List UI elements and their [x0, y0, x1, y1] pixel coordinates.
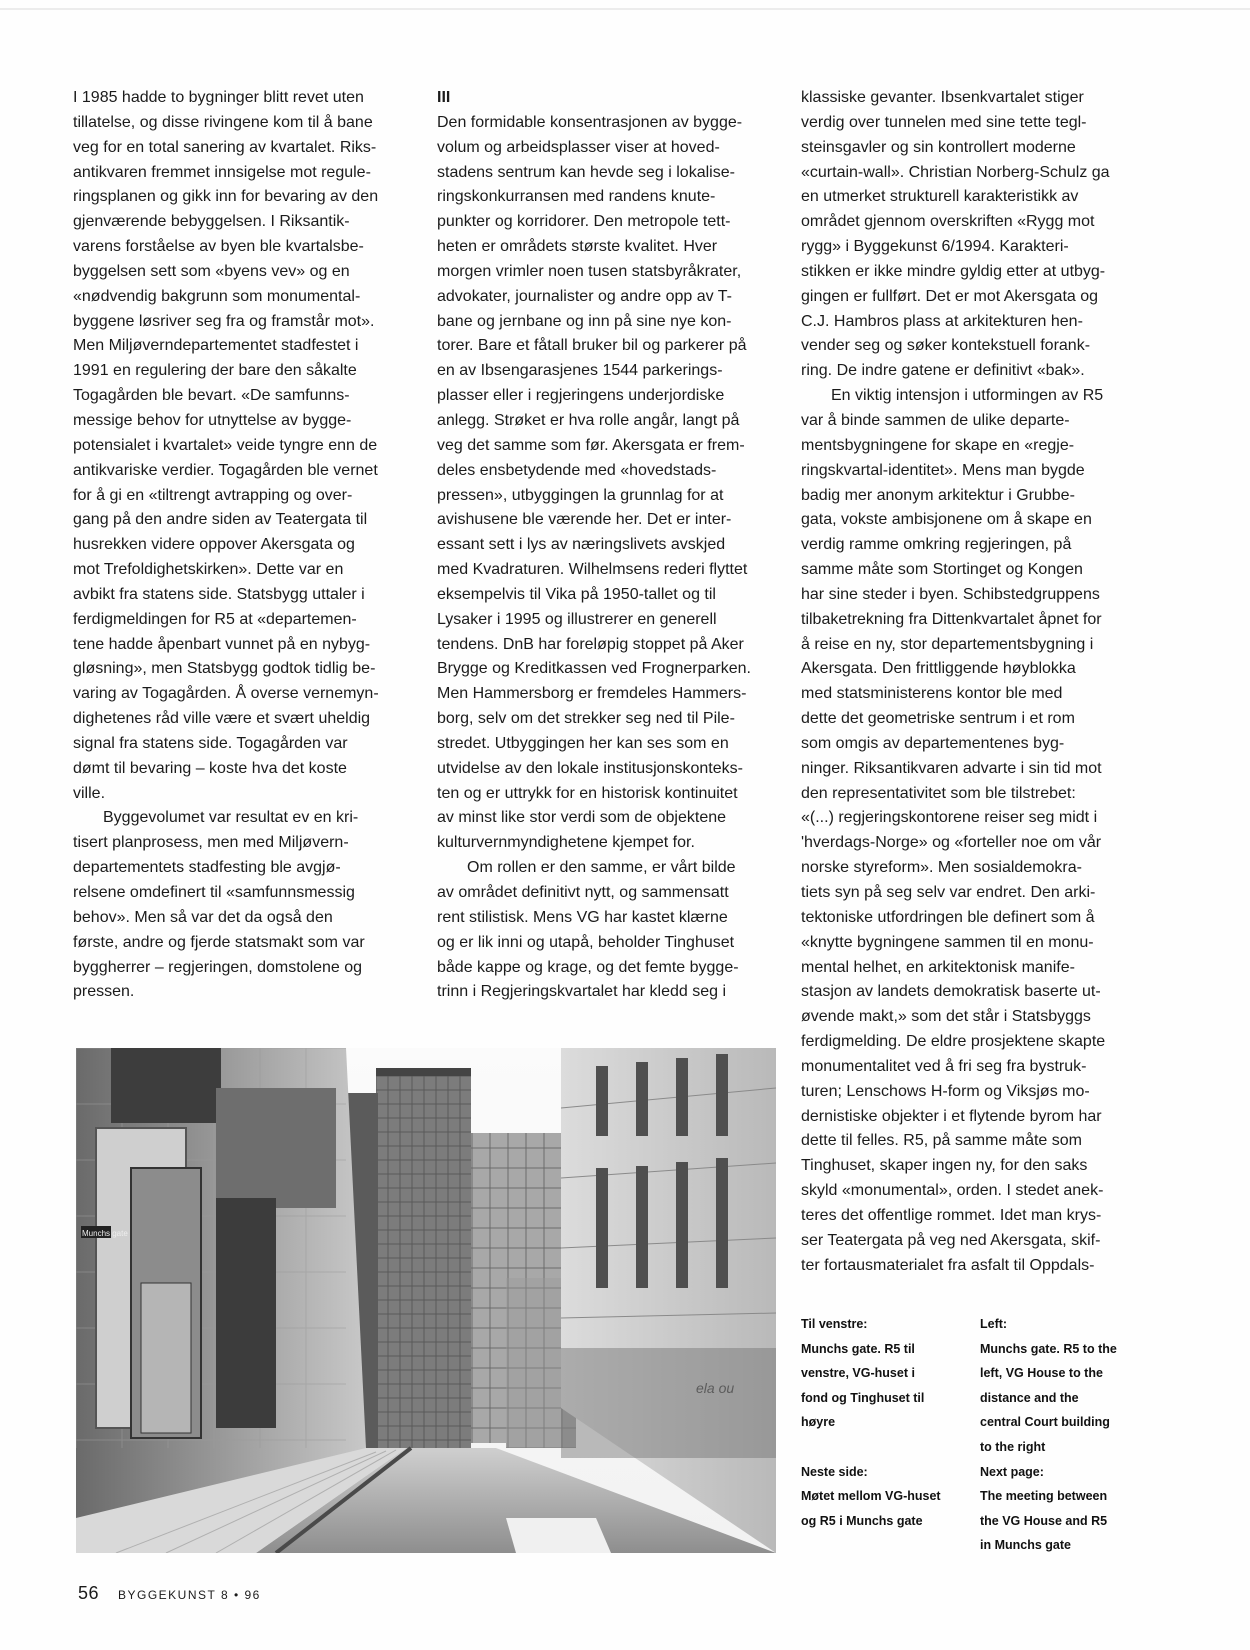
text-line: tektoniske utfordringen ble definert som å [801, 908, 1095, 926]
text-line: dømt til bevaring – koste hva det koste [73, 759, 347, 777]
text-line: av området definitivt nytt, og sammensatt [437, 884, 729, 901]
caption-norwegian [801, 1312, 976, 1533]
text-line: avbikt fra statens side. Statsbygg uttaler i [73, 585, 365, 603]
caption-line: Møtet mellom VG-huset [801, 1489, 941, 1504]
caption-line: fond og Tinghuset til [801, 1390, 925, 1405]
text-line: signal fra statens side. Togagården var [73, 734, 348, 752]
text-line: en utmerket strukturell karakteristikk av [801, 188, 1079, 206]
text-line: ferdigmeldingen for R5 at «departemen- [73, 610, 357, 628]
text-line: anlegg. Strøket er hva rolle angår, langt på [437, 411, 740, 429]
text-line: 'hverdags-Norge» og «forteller noe om vår [801, 834, 1102, 852]
text-line: utvidelse av den lokale institusjonskonteks- [437, 759, 743, 777]
text-line: borg, selv om det strekker seg ned til Pile- [437, 710, 735, 728]
text-line: varens forståelse av byen ble kvartalsbe- [73, 238, 364, 256]
text-line: torer. Bare et fåtall bruker bil og parkerer på [437, 337, 747, 355]
text-column-2 [437, 86, 772, 1005]
text-line: tilbaketrekning fra Dittenkvartalet åpnet for [801, 610, 1102, 628]
text-line: gang på den andre siden av Teatergata til [73, 511, 368, 529]
street-photo [76, 1048, 776, 1553]
text-line: klassiske gevanter. Ibsenkvartalet stiger [801, 89, 1084, 106]
text-line: 1991 en regulering der bare den såkalte [73, 362, 357, 380]
text-line: messige behov for utnyttelse av bygge- [73, 411, 352, 429]
text-line: veg det samme som før. Akersgata er frem- [437, 436, 745, 454]
caption-block [801, 1312, 976, 1435]
caption-block [801, 1460, 976, 1534]
text-line: departementets stadfesting ble avgjø- [73, 859, 341, 877]
text-line: avishusene ble værende her. Det er inter- [437, 511, 732, 529]
text-line: varing av Togagården. Å overse vernemyn- [73, 685, 379, 703]
text-line: veg for en total sanering av kvartalet. Riks- [73, 138, 377, 156]
text-line: området gjennom overskriften «Rygg mot [801, 213, 1095, 231]
text-column-3 [801, 86, 1153, 1279]
paragraph [437, 856, 772, 1005]
text-line: ser Teatergata på veg ned Akersgata, skif- [801, 1231, 1101, 1249]
text-line: ringskvartal-identitet». Mens man bygde [801, 461, 1085, 479]
text-line: ringsplanen og gikk inn for bevaring av den [73, 188, 379, 206]
text-line: Den formidable konsentrasjonen av bygge- [437, 113, 743, 131]
caption-line: in Munchs gate [980, 1538, 1071, 1553]
caption-heading: Next page: [980, 1464, 1044, 1479]
text-line: verdig ramme omkring regjeringen, på [801, 536, 1072, 554]
text-line: C.J. Hambros plass at arkitekturen hen- [801, 312, 1083, 330]
page-number: 56 [78, 1583, 100, 1603]
text-line: «(...) regjeringskontorene reiser seg midt i [801, 809, 1098, 827]
page-footer [78, 1583, 261, 1604]
text-line: verdig over tunnelen med sine tette tegl- [801, 113, 1087, 131]
text-line: for å gi en «tiltrengt avtrapping og over- [73, 486, 353, 504]
text-line: tene hadde åpenbart vunnet på en nybyg- [73, 635, 371, 653]
text-line: gjenværende bebyggelsen. I Riksantik- [73, 213, 350, 231]
text-line: Akersgata. Den frittliggende høyblokka [801, 660, 1076, 678]
text-line: punkter og korridorer. Den metropole tett- [437, 213, 731, 231]
text-line: stredet. Utbyggingen her kan ses som en [437, 734, 729, 752]
text-line: bane og jernbane og inn på sine nye kon- [437, 312, 732, 330]
caption-block [980, 1312, 1170, 1460]
text-line: eksempelvis til Vika på 1950-tallet og til [437, 585, 716, 603]
text-line: gingen er fullført. Det er mot Akersgata og [801, 287, 1099, 305]
text-line: var å binde sammen de ulike departe- [801, 411, 1070, 429]
text-line: rent stilistisk. Mens VG har kastet klærne [437, 908, 728, 926]
paragraph [73, 806, 408, 1005]
text-line: deles ensbetydende med «hovedstads- [437, 461, 717, 479]
caption-heading: Left: [980, 1317, 1008, 1331]
text-line: tillatelse, og disse rivingene kom til å bane [73, 113, 373, 131]
text-line: pressen. [73, 983, 135, 1001]
text-line: dighetenes råd ville være et svært uheldig [73, 710, 371, 728]
text-line: essant sett i lys av næringslivets avskjed [437, 536, 726, 554]
text-line: ville. [73, 784, 106, 802]
text-line: Byggevolumet var resultat ev en kri- [103, 809, 359, 827]
text-line: som omgis av departementenes byg- [801, 734, 1065, 752]
text-line: ter fortausmaterialet fra asfalt til Oppdals- [801, 1256, 1095, 1274]
text-line: byggherrer – regjeringen, domstolene og [73, 958, 363, 976]
text-line: rygg» i Byggekunst 6/1994. Karakteri- [801, 238, 1069, 256]
text-line: morgen vrimler noen tusen statsbyråkrater, [437, 262, 742, 280]
text-line: dernistiske objekter i et flytende byrom har [801, 1107, 1102, 1125]
text-line: Men Miljøverndepartementet stadfestet i [73, 337, 359, 355]
text-line: første, andre og fjerde statsmakt som var [73, 933, 365, 951]
text-line: mental helhet, en arkitektonisk manife- [801, 958, 1075, 976]
text-line: Lysaker i 1995 og illustrerer en generell [437, 610, 717, 628]
text-line: pressen», utbyggingen la grunnlag for at [437, 486, 724, 504]
caption-line: central Court building [980, 1415, 1110, 1430]
text-line: vender seg og søker kontekstuell forank- [801, 337, 1091, 355]
caption-heading: Neste side: [801, 1464, 868, 1479]
text-line: advokater, journalister og andre opp av T- [437, 287, 732, 305]
text-line: ferdigmelding. De eldre prosjektene skapte [801, 1033, 1106, 1051]
text-line: antikvaren fremmet innsigelse mot regule- [73, 163, 371, 181]
text-line: steinsgavler og sin kontrollert moderne [801, 138, 1076, 156]
text-line: dette det geometriske sentrum i et rom [801, 710, 1075, 728]
caption-line: distance and the [980, 1390, 1079, 1405]
text-line: skyld «monumental», orden. I stedet anek- [801, 1182, 1104, 1200]
text-line: behov». Men så var det da også den [73, 908, 333, 926]
text-column-1 [73, 86, 408, 1005]
caption-line: to the right [980, 1439, 1046, 1454]
caption-heading: Til venstre: [801, 1317, 868, 1331]
text-line: øvende makt,» som det står i Statsbyggs [801, 1008, 1091, 1026]
text-line: stikken er ikke mindre gyldig etter at utbyg- [801, 262, 1106, 280]
text-line: monumentalitet ved å fri seg fra bystruk- [801, 1057, 1087, 1075]
text-line: både kappe og krage, og det femte bygge- [437, 958, 739, 976]
text-line: byggene løsriver seg fra og framstår mot». [73, 312, 375, 330]
street-sign-text: Munchs gate [82, 1229, 128, 1238]
text-line: plasser eller i regjeringens underjordiske [437, 387, 725, 405]
caption-line: venstre, VG-huset i [801, 1366, 915, 1381]
text-line: av minst like stor verdi som de objektene [437, 809, 727, 827]
text-line: teres det offentlige rommet. Idet man krys- [801, 1206, 1102, 1224]
text-line: dette til felles. R5, på samme måte som [801, 1132, 1082, 1150]
section-heading: III [437, 89, 451, 106]
caption-line: left, VG House to the [980, 1366, 1103, 1381]
text-line: Tinghuset, skaper ingen ny, for den saks [801, 1157, 1088, 1175]
text-line: gløsning», men Statsbygg godtok tidlig be- [73, 660, 376, 678]
text-line: «knytte bygningene sammen til en monu- [801, 933, 1094, 951]
text-line: I 1985 hadde to bygninger blitt revet uten [73, 89, 364, 106]
text-line: gata, vokste ambisjonene om å skape en [801, 511, 1092, 529]
scan-edge-line [0, 8, 1250, 10]
paragraph [73, 86, 408, 806]
caption-line: høyre [801, 1415, 836, 1430]
text-line: volum og arbeidsplasser viser at hoved- [437, 138, 720, 156]
caption-line: Munchs gate. R5 til [801, 1341, 915, 1356]
text-line: Brygge og Kreditkassen ved Frognerparken. [437, 660, 751, 678]
text-line: relsene omdefinert til «samfunnsmessig [73, 884, 355, 901]
text-line: stadens sentrum kan hevde seg i lokalise- [437, 163, 735, 181]
caption-english [980, 1312, 1170, 1558]
text-line: Om rollen er den samme, er vårt bilde [467, 859, 736, 877]
text-line: tiets syn på seg selv var endret. Den arki- [801, 884, 1096, 901]
text-line: ninger. Riksantikvaren advarte i sin tid mot [801, 759, 1102, 777]
text-line: husrekken videre oppover Akersgata og [73, 536, 355, 554]
magazine-issue: BYGGEKUNST 8 • 96 [117, 1588, 261, 1602]
caption-line: the VG House and R5 [980, 1513, 1108, 1528]
text-line: den representativitet som ble tilstrebet: [801, 784, 1076, 802]
paragraph [801, 86, 1153, 384]
paragraph [437, 111, 772, 856]
text-line: samme måte som Stortinget og Kongen [801, 561, 1083, 579]
text-line: stasjon av landets demokratisk baserte ut- [801, 983, 1101, 1001]
text-line: turen; Lenschows H-form og Viksjøs mo- [801, 1082, 1090, 1100]
text-line: En viktig intensjon i utformingen av R5 [831, 387, 1104, 405]
text-line: en av Ibsengarasjenes 1544 parkerings- [437, 362, 723, 380]
text-line: har sine steder i byen. Schibstedgruppens [801, 585, 1100, 603]
text-line: ring. De indre gatene er definitivt «bak». [801, 362, 1085, 380]
text-line: antikvariske verdier. Togagården ble vernet [73, 461, 378, 479]
text-line: ringskonkurransen med randens knute- [437, 188, 716, 206]
caption-line: Munchs gate. R5 to the [980, 1341, 1117, 1356]
text-line: å reise en ny, stor departementsbygning i [801, 635, 1094, 653]
text-line: og er lik inni og utapå, beholder Tinghuset [437, 933, 735, 951]
text-line: med statsministerens kontor ble med [801, 685, 1063, 703]
text-line: ten og er uttrykk for en historisk kontinuitet [437, 784, 738, 802]
text-line: «curtain-wall». Christian Norberg-Schulz ga [801, 163, 1110, 181]
caption-line: The meeting between [980, 1489, 1108, 1504]
text-line: med Kvadraturen. Wilhelmsens rederi flyttet [437, 561, 748, 579]
text-line: tisert planprosess, men med Miljøvern- [73, 834, 349, 852]
paragraph [801, 384, 1153, 1278]
caption-line: og R5 i Munchs gate [801, 1513, 923, 1528]
graffiti-text: ela ou [696, 1380, 735, 1396]
text-line: Men Hammersborg er fremdeles Hammers- [437, 685, 747, 703]
text-line: trinn i Regjeringskvartalet har kledd seg i [437, 983, 727, 1001]
text-line: kulturvernmyndighetene kjempet for. [437, 834, 695, 852]
text-line: mot Trefoldighetskirken». Dette var en [73, 561, 344, 579]
text-line: «nødvendig bakgrunn som monumental- [73, 287, 361, 305]
text-line: Togagården ble bevart. «De samfunns- [73, 387, 350, 405]
text-line: heten er områdets største kvalitet. Hver [437, 238, 718, 256]
text-line: tendens. DnB har foreløpig stoppet på Aker [437, 635, 744, 653]
caption-block [980, 1460, 1170, 1558]
text-line: mentsbygningene for skape en «regje- [801, 436, 1075, 454]
text-line: potensialet i kvartalet» veide tyngre enn de [73, 436, 378, 454]
text-line: badig mer anonym arkitektur i Grubbe- [801, 486, 1075, 504]
text-line: byggelsen sett som «byens vev» og en [73, 262, 350, 280]
text-line: norske styreform». Men sosialdemokra- [801, 859, 1082, 877]
